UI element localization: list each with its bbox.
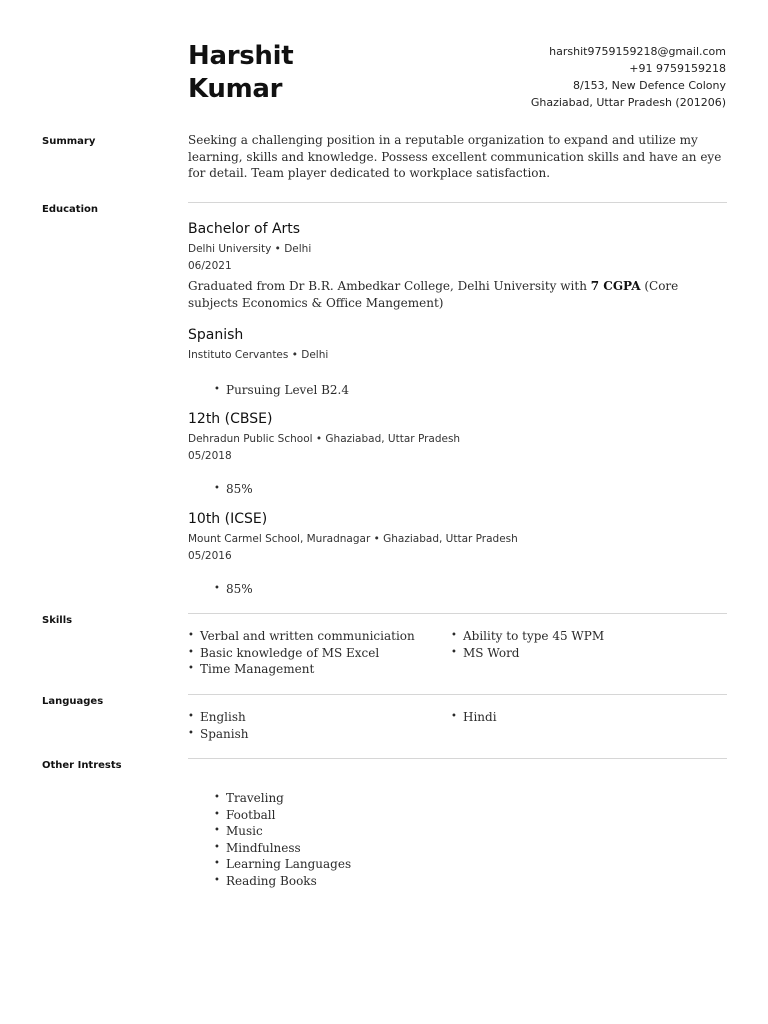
list-item: • 85% [214,581,253,598]
list-item: • Hindi [451,709,701,726]
list-item: • MS Word [451,645,701,662]
phone: +91 9759159218 [629,62,726,75]
education-institution: Instituto Cervantes • Delhi [188,349,329,361]
education-title: Spanish [188,327,244,343]
list-item: • Traveling [214,790,514,807]
list-item: • Basic knowledge of MS Excel [188,645,438,662]
first-name: Harshit [188,41,294,71]
cgpa-value: 7 CGPA [590,279,641,293]
list-item: • Spanish [188,726,438,743]
education-date: 05/2016 [188,550,232,562]
list-item: • Verbal and written communiciation [188,628,438,645]
education-title: 12th (CBSE) [188,411,273,427]
email[interactable]: harshit9759159218@gmail.com [549,45,726,58]
skills-list-left [188,628,438,678]
skills-label: Skills [42,615,73,626]
divider [188,202,727,203]
description-text-end: (Core subjects Economics & Office Mangement) [188,279,679,310]
list-item: • Time Management [188,661,438,678]
last-name: Kumar [188,74,283,104]
interests-label: Other Intrests [42,760,122,771]
list-item: • Pursuing Level B2.4 [214,382,349,399]
divider [188,758,727,759]
education-description [188,278,708,311]
summary-label: Summary [42,136,96,147]
education-title: Bachelor of Arts [188,221,301,237]
education-institution: Delhi University • Delhi [188,243,312,255]
education-bullets [214,481,253,498]
list-item: • English [188,709,438,726]
languages-list-left [188,709,438,742]
divider [188,613,727,614]
education-institution: Mount Carmel School, Muradnagar • Ghaziabad, Uttar Pradesh [188,533,518,545]
languages-list-right [451,709,701,726]
candidate-name [188,40,293,106]
education-institution: Dehradun Public School • Ghaziabad, Uttar Pradesh [188,433,461,445]
list-item: • Mindfulness [214,840,514,857]
list-item: • Music [214,823,514,840]
list-item: • Ability to type 45 WPM [451,628,701,645]
list-item: • Learning Languages [214,856,514,873]
education-label: Education [42,204,98,215]
summary-text: Seeking a challenging position in a reputable organization to expand and utilize my learning, skills and knowledge. Possess excellent communication skills and have an eye for detail. Team player dedicated to workplace satisfaction. [188,133,722,180]
education-bullets [214,581,253,598]
address-line-2: Ghaziabad, Uttar Pradesh (201206) [530,96,726,109]
divider [188,694,727,695]
list-item: • Football [214,807,514,824]
education-bullets [214,382,349,399]
education-title: 10th (ICSE) [188,511,268,527]
list-item: • Reading Books [214,873,514,890]
address-line-1: 8/153, New Defence Colony [572,79,726,92]
education-date: 05/2018 [188,450,232,462]
languages-label: Languages [42,696,104,707]
skills-list-right [451,628,701,661]
contact-info [531,43,726,111]
description-text: Graduated from Dr B.R. Ambedkar College, Delhi University with [188,279,591,293]
list-item: • 85% [214,481,253,498]
education-date: 06/2021 [188,260,232,272]
interests-list [214,790,514,889]
